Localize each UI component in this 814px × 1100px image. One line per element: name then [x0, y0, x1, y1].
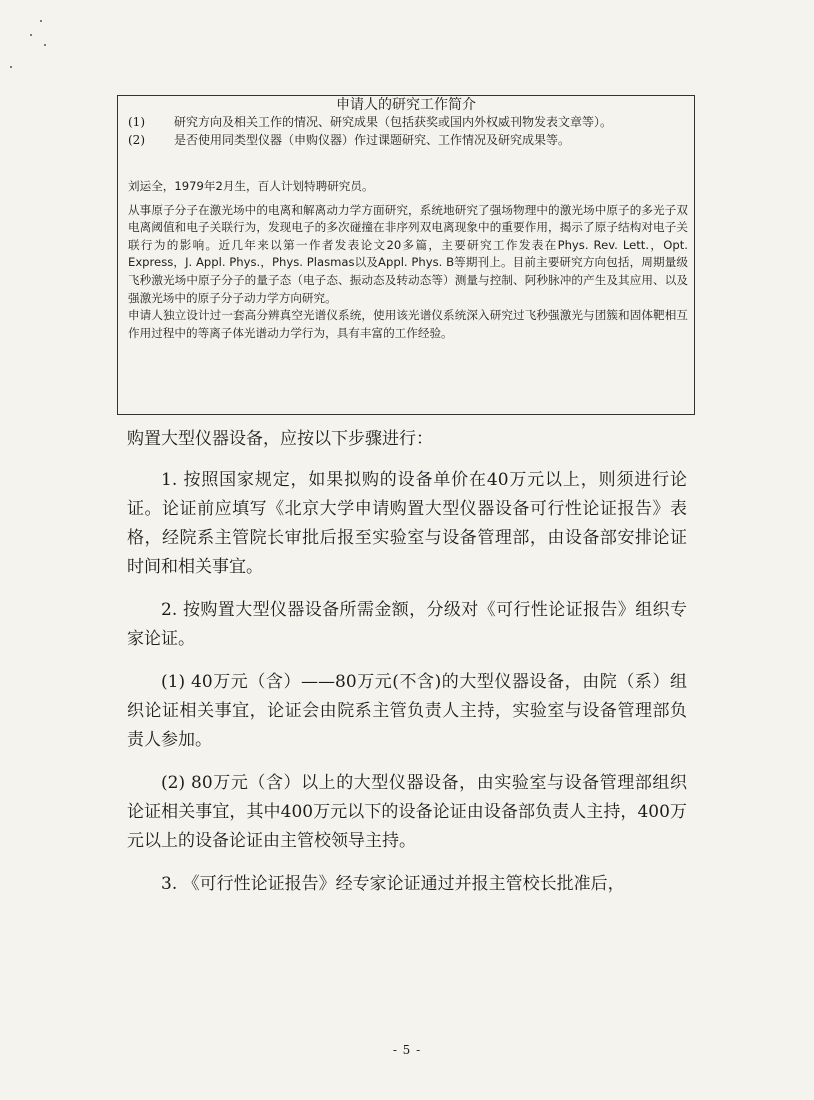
- step-2-paragraph: 2. 按购置大型仪器设备所需金额，分级对《可行性论证报告》组织专家论证。: [127, 600, 687, 649]
- applicant-name-line: 刘运全，1979年2月生，百人计划特聘研究员。: [128, 179, 374, 193]
- box-item-number: (2): [128, 133, 145, 147]
- box-item-text: 是否使用同类型仪器（申购仪器）作过课题研究、工作情况及研究成果等。: [174, 133, 571, 147]
- box-item-text: 研究方向及相关工作的情况、研究成果（包括获奖或国内外权威刊物发表文章等）。: [174, 115, 613, 129]
- step-2-1-paragraph: (1) 40万元（含）——80万元(不含)的大型仪器设备，由院（系）组织论证相关事宜，论证会由院系主管负责人主持，实验室与设备管理部负责人参加。: [127, 672, 687, 750]
- box-item-1: [128, 114, 612, 130]
- scan-specks: [0, 0, 60, 80]
- applicant-info-box: [117, 95, 695, 415]
- step-3-paragraph: 3. 《可行性论证报告》经专家论证通过并报主管校长批准后，: [161, 874, 625, 894]
- procedure-text: [127, 425, 687, 913]
- procedure-intro: 购置大型仪器设备，应按以下步骤进行：: [127, 429, 433, 449]
- box-item-2: [128, 132, 570, 148]
- experience-description: 申请人独立设计过一套高分辨真空光谱仪系统，使用该光谱仪系统深入研究过飞秒强激光与团簇和固体靶相互作用过程中的等离子体光谱动力学行为，具有丰富的工作经验。: [128, 308, 688, 340]
- step-2-2-paragraph: (2) 80万元（含）以上的大型仪器设备，由实验室与设备管理部组织论证相关事宜，其中400万元以下的设备论证由设备部负责人主持，400万元以上的设备论证由主管校领导主持。: [127, 773, 687, 851]
- page-number: - 5 -: [392, 1043, 422, 1057]
- research-description: 从事原子分子在激光场中的电离和解离动力学方面研究，系统地研究了强场物理中的激光场中原子的多光子双电离阈值和电子关联行为，发现电子的多次碰撞在非序列双电离现象中的重要作用，揭示了原子结构对电子关联行为的影响。近几年来以第一作者发表论文20多篇，主要研究工作发表在Phys. Rev. Lett.，Opt. Express，J. Appl. Phys.，Phys. Plasmas以及Appl. Phys. B等期刊上。目前主要研究方向包括，周期量级飞秒激光场中原子分子的量子态（电子态、振动态及转动态等）测量与控制、阿秒脉冲的产生及其应用、以及强激光场中的原子分子动力学方向研究。: [128, 202, 688, 305]
- box-item-number: (1): [128, 115, 145, 129]
- step-1-paragraph: 1. 按照国家规定，如果拟购的设备单价在40万元以上，则须进行论证。论证前应填写《北京大学申请购置大型仪器设备可行性论证报告》表格，经院系主管院长审批后报至实验室与设备管理部，由设备部安排论证时间和相关事宜。: [127, 470, 687, 577]
- box-body: [128, 178, 688, 342]
- box-title: 申请人的研究工作简介: [336, 97, 476, 113]
